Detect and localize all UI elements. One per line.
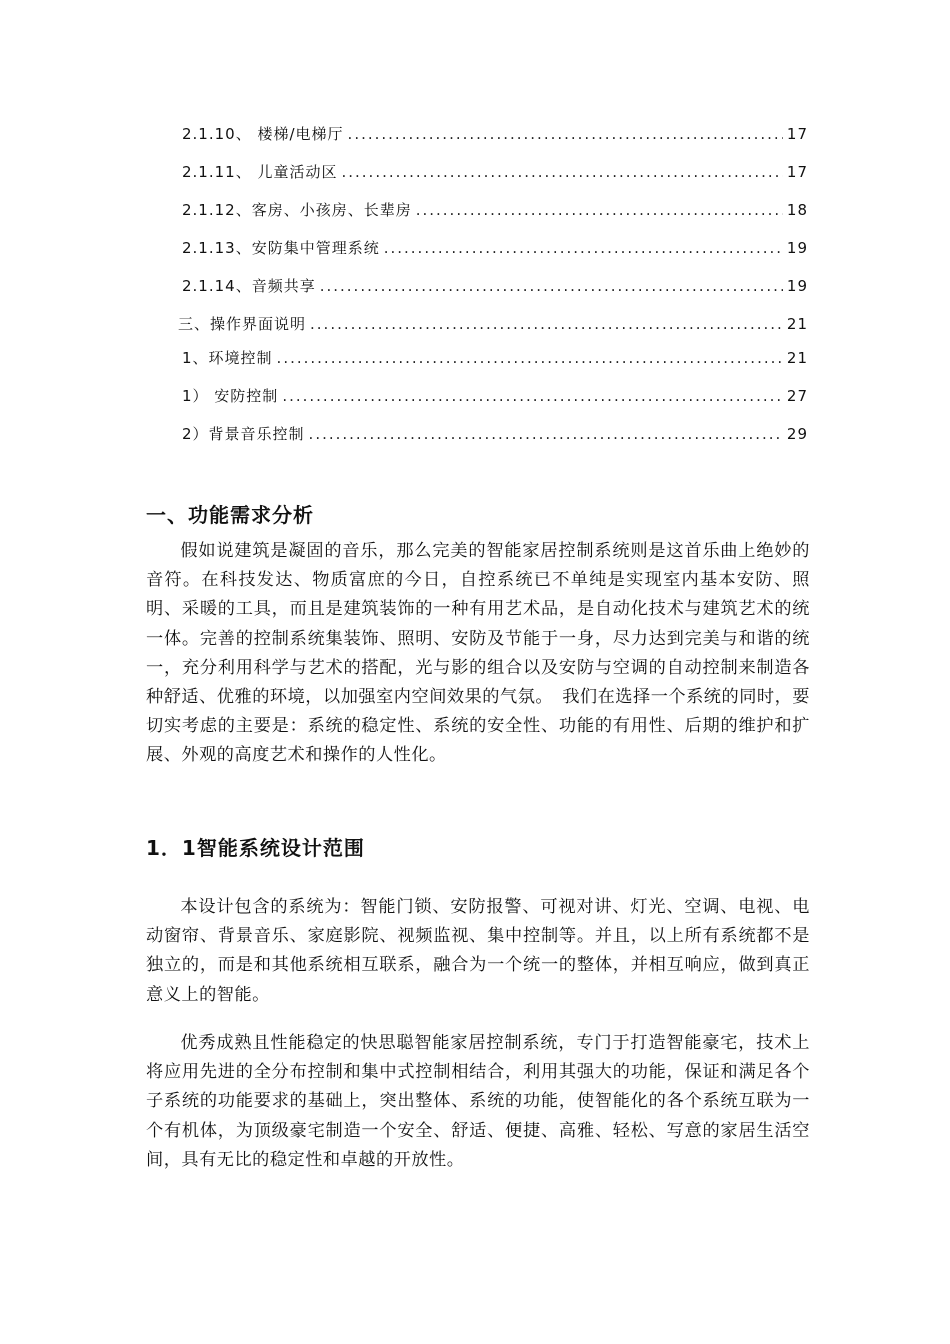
- body-paragraph: 优秀成熟且性能稳定的快思聪智能家居控制系统，专门于打造智能豪宅，技术上将应用先进的全分布控制和集中式控制相结合，利用其强大的功能，保证和满足各个子系统的功能要求的基础上，突出整体、系统的功能，使智能化的各个系统互联为一个有机体，为顶级豪宅制造一个安全、舒适、便捷、高雅、轻松、写意的家居生活空间，具有无比的稳定性和卓越的开放性。: [146, 1033, 810, 1170]
- body-paragraph: 本设计包含的系统为：智能门锁、安防报警、可视对讲、灯光、空调、电视、电动窗帘、背景音乐、家庭影院、视频监视、集中控制等。并且，以上所有系统都不是独立的，而是和其他系统相互联系，融合为一个统一的整体，并相互响应，做到真正意义上的智能。: [146, 897, 810, 1005]
- toc-entry-page: 18: [786, 201, 808, 219]
- toc-entry-page: 17: [786, 125, 808, 143]
- section-heading: 1．1智能系统设计范围: [146, 836, 365, 860]
- toc-entry-page: 19: [786, 277, 808, 295]
- section-heading: 一、功能需求分析: [146, 503, 314, 527]
- toc-entry-page: 19: [786, 239, 808, 257]
- toc-leader-dots: [309, 424, 783, 444]
- toc-leader-dots: [282, 386, 783, 406]
- toc-entry[interactable]: [182, 120, 808, 144]
- toc-entry-page: 21: [786, 315, 808, 333]
- toc-entry-page: 17: [786, 163, 808, 181]
- toc-entry[interactable]: [182, 158, 808, 182]
- toc-entry-label: 1、环境控制: [182, 349, 273, 367]
- body-paragraph: 假如说建筑是凝固的音乐，那么完美的智能家居控制系统则是这首乐曲上绝妙的音符。在科技发达、物质富庶的今日，自控系统已不单纯是实现室内基本安防、照明、采暖的工具，而且是建筑装饰的一种有用艺术品，是自动化技术与建筑艺术的统一体。完善的控制系统集装饰、照明、安防及节能于一身，尽力达到完美与和谐的统一，充分利用科学与艺术的搭配，光与影的组合以及安防与空调的自动控制来制造各种舒适、优雅的环境，以加强室内空间效果的气氛。 我们在选择一个系统的同时，要切实考虑的主要是：系统的稳定性、系统的安全性、功能的有用性、后期的维护和扩展、外观的高度艺术和操作的人性化。: [146, 541, 810, 766]
- toc-leader-dots: [277, 348, 783, 368]
- toc-entry[interactable]: [182, 420, 808, 444]
- toc-entry-label: 1） 安防控制: [182, 387, 279, 405]
- toc-entry-label: 2.1.13、安防集中管理系统: [182, 239, 380, 257]
- toc-entry-label: 2.1.14、音频共享: [182, 277, 316, 295]
- toc-entry-label: 2.1.11、 儿童活动区: [182, 163, 338, 181]
- toc-entry[interactable]: [178, 310, 808, 334]
- toc-entry[interactable]: [182, 272, 808, 296]
- toc-entry-label: 2）背景音乐控制: [182, 425, 305, 443]
- toc-entry-label: 2.1.12、客房、小孩房、长辈房: [182, 201, 412, 219]
- toc-entry[interactable]: [182, 344, 808, 368]
- toc-entry[interactable]: [182, 196, 808, 220]
- toc-entry-label: 三、操作界面说明: [178, 315, 307, 333]
- toc-leader-dots: [416, 200, 783, 220]
- toc-entry-page: 21: [786, 349, 808, 367]
- toc-entry-label: 2.1.10、 楼梯/电梯厅: [182, 125, 344, 143]
- toc-leader-dots: [341, 162, 782, 182]
- toc-entry-page: 29: [786, 425, 808, 443]
- toc-leader-dots: [384, 238, 783, 258]
- toc-leader-dots: [348, 124, 783, 144]
- toc-entry-page: 27: [786, 387, 808, 405]
- toc-leader-dots: [320, 276, 783, 296]
- toc-entry[interactable]: [182, 382, 808, 406]
- toc-leader-dots: [310, 314, 783, 334]
- toc-entry[interactable]: [182, 234, 808, 258]
